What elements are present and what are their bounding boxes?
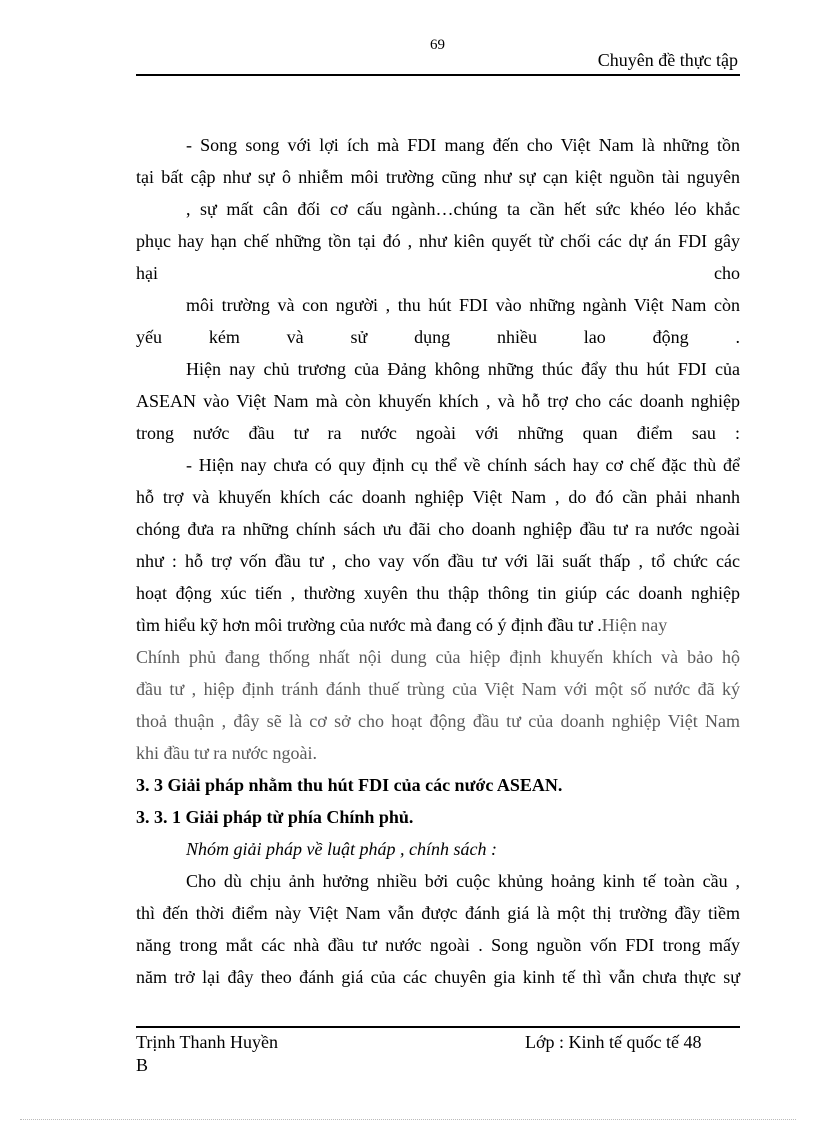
section-heading: 3. 3 Giải pháp nhằm thu hút FDI của các nước ASEAN. xyxy=(136,775,563,795)
paragraph-line: năm trở lại đây theo đánh giá của các chuyên gia kinh tế thì vẫn chưa thực sự xyxy=(136,967,740,987)
paragraph-line: như : hỗ trợ vốn đầu tư , cho vay vốn đầu tư với lãi suất thấp , tổ chức các xyxy=(136,551,740,571)
paragraph-line: , sự mất cân đối cơ cấu ngành…chúng ta cần hết sức khéo léo khắc xyxy=(186,199,740,219)
paragraph-line: phục hay hạn chế những tồn tại đó , như kiên quyết từ chối các dự án FDI gây xyxy=(136,231,740,251)
paragraph-line xyxy=(136,614,740,636)
paragraph-line: - Hiện nay chưa có quy định cụ thể về chính sách hay cơ chế đặc thù để xyxy=(186,455,740,475)
paragraph-line: Chính phủ đang thống nhất nội dung của hiệp định khuyến khích và bảo hộ xyxy=(136,647,740,667)
page-number: 69 xyxy=(430,37,445,53)
paragraph-text: tìm hiểu kỹ hơn môi trường của nước mà đang có ý định đầu tư . xyxy=(136,615,602,635)
footer-class: Lớp : Kinh tế quốc tế 48 xyxy=(525,1032,702,1052)
paragraph-line: chóng đưa ra những chính sách ưu đãi cho doanh nghiệp đầu tư ra nước ngoài xyxy=(136,519,740,539)
paragraph-line: hoạt động xúc tiến , thường xuyên thu thập thông tin giúp các doanh nghiệp xyxy=(136,583,740,603)
paragraph-line: đầu tư , hiệp định tránh đánh thuế trùng của Việt Nam với một số nước đã ký xyxy=(136,679,740,699)
document-title: Chuyên đề thực tập xyxy=(597,50,738,70)
paragraph-line: hỗ trợ và khuyến khích các doanh nghiệp Việt Nam , do đó cần phải nhanh xyxy=(136,487,740,507)
paragraph-line: thoả thuận , đây sẽ là cơ sở cho hoạt động đầu tư của doanh nghiệp Việt Nam xyxy=(136,711,740,731)
paragraph-line: cho xyxy=(714,263,740,283)
paragraph-line: trong nước đầu tư ra nước ngoài với những quan điểm sau : xyxy=(136,423,740,443)
paragraph-line: môi trường và con người , thu hút FDI vào những ngành Việt Nam còn xyxy=(186,295,740,315)
paragraph-line: - Song song với lợi ích mà FDI mang đến cho Việt Nam là những tồn xyxy=(186,135,740,155)
subsection-heading: 3. 3. 1 Giải pháp từ phía Chính phủ. xyxy=(136,807,414,827)
footer-author: Trịnh Thanh Huyền xyxy=(136,1032,279,1052)
paragraph-line: ASEAN vào Việt Nam mà còn khuyến khích , và hỗ trợ cho các doanh nghiệp xyxy=(136,391,740,411)
paragraph-line: khi đầu tư ra nước ngoài. xyxy=(136,743,317,763)
page-bottom-border xyxy=(20,1119,796,1120)
paragraph-text-gray: Hiện nay xyxy=(601,615,668,635)
footer-rule xyxy=(136,1026,740,1028)
paragraph-line: năng trong mắt các nhà đầu tư nước ngoài . Song nguồn vốn FDI trong mấy xyxy=(136,935,740,955)
footer-author-continuation: B xyxy=(136,1055,149,1075)
paragraph-line: thì đến thời điểm này Việt Nam vẫn được đánh giá là một thị trường đầy tiềm xyxy=(136,903,740,923)
paragraph-line: tại bất cập như sự ô nhiễm môi trường cũng như sự cạn kiệt nguồn tài nguyên xyxy=(136,167,740,187)
paragraph-line: yếu kém và sử dụng nhiều lao động . xyxy=(136,327,740,347)
header-rule xyxy=(136,74,740,76)
paragraph-line: Hiện nay chủ trương của Đảng không những thúc đẩy thu hút FDI của xyxy=(186,359,740,379)
italic-subheading: Nhóm giải pháp về luật pháp , chính sách : xyxy=(186,839,497,859)
paragraph-line: hại xyxy=(136,263,158,283)
paragraph-line: Cho dù chịu ảnh hưởng nhiều bởi cuộc khủng hoảng kinh tế toàn cầu , xyxy=(186,871,740,891)
